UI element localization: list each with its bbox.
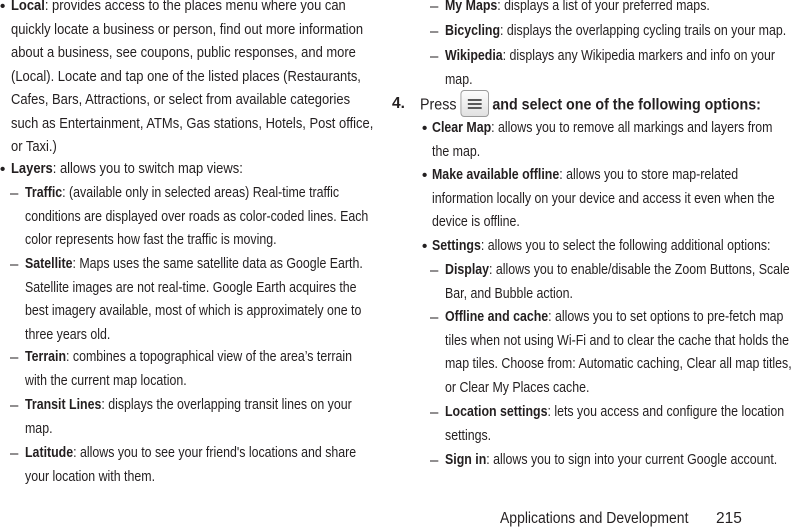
term-sign-in: Sign in	[445, 452, 487, 468]
dash-mark: –	[430, 0, 439, 15]
term-traffic: Traffic	[25, 185, 63, 201]
bullet-mark: •	[422, 120, 428, 137]
term-bicycling: Bicycling	[445, 23, 501, 39]
footer-section-title: Applications and Development	[500, 510, 689, 527]
term-satellite: Satellite	[25, 256, 73, 272]
dash-mark: –	[10, 185, 19, 202]
step-instruction: and select one of the following options:	[492, 96, 761, 114]
term-make-available-offline: Make available offline	[432, 167, 560, 183]
dash-mark: –	[430, 452, 439, 469]
dash-mark: –	[10, 445, 19, 462]
dash-mark: –	[430, 48, 439, 65]
bullet-mark: •	[0, 161, 6, 178]
dash-mark: –	[10, 256, 19, 273]
term-latitude: Latitude	[25, 445, 74, 461]
step-press-text: Press	[420, 96, 457, 114]
menu-icon[interactable]	[460, 90, 489, 117]
term-local: Local	[11, 0, 45, 14]
bullet-mark: •	[422, 167, 428, 184]
term-my-maps: My Maps	[445, 0, 498, 14]
dash-mark: –	[430, 262, 439, 279]
bullet-mark: •	[0, 0, 6, 15]
term-clear-map: Clear Map	[432, 120, 492, 136]
dash-mark: –	[430, 23, 439, 40]
term-location-settings: Location settings	[445, 404, 548, 420]
bullet-mark: •	[422, 238, 428, 255]
dash-mark: –	[430, 309, 439, 326]
term-layers: Layers	[11, 161, 53, 177]
page-number: 215	[716, 510, 742, 527]
page-footer	[500, 510, 709, 528]
step-number: 4.	[392, 95, 405, 112]
term-settings: Settings	[432, 238, 481, 254]
dash-mark: –	[10, 397, 19, 414]
term-display: Display	[445, 262, 490, 278]
term-terrain: Terrain	[25, 349, 67, 365]
term-transit-lines: Transit Lines	[25, 397, 102, 413]
term-wikipedia: Wikipedia	[445, 48, 503, 64]
page-number-wrap	[716, 510, 742, 528]
term-offline-and-cache: Offline and cache	[445, 309, 549, 325]
dash-mark: –	[430, 404, 439, 421]
dash-mark: –	[10, 349, 19, 366]
